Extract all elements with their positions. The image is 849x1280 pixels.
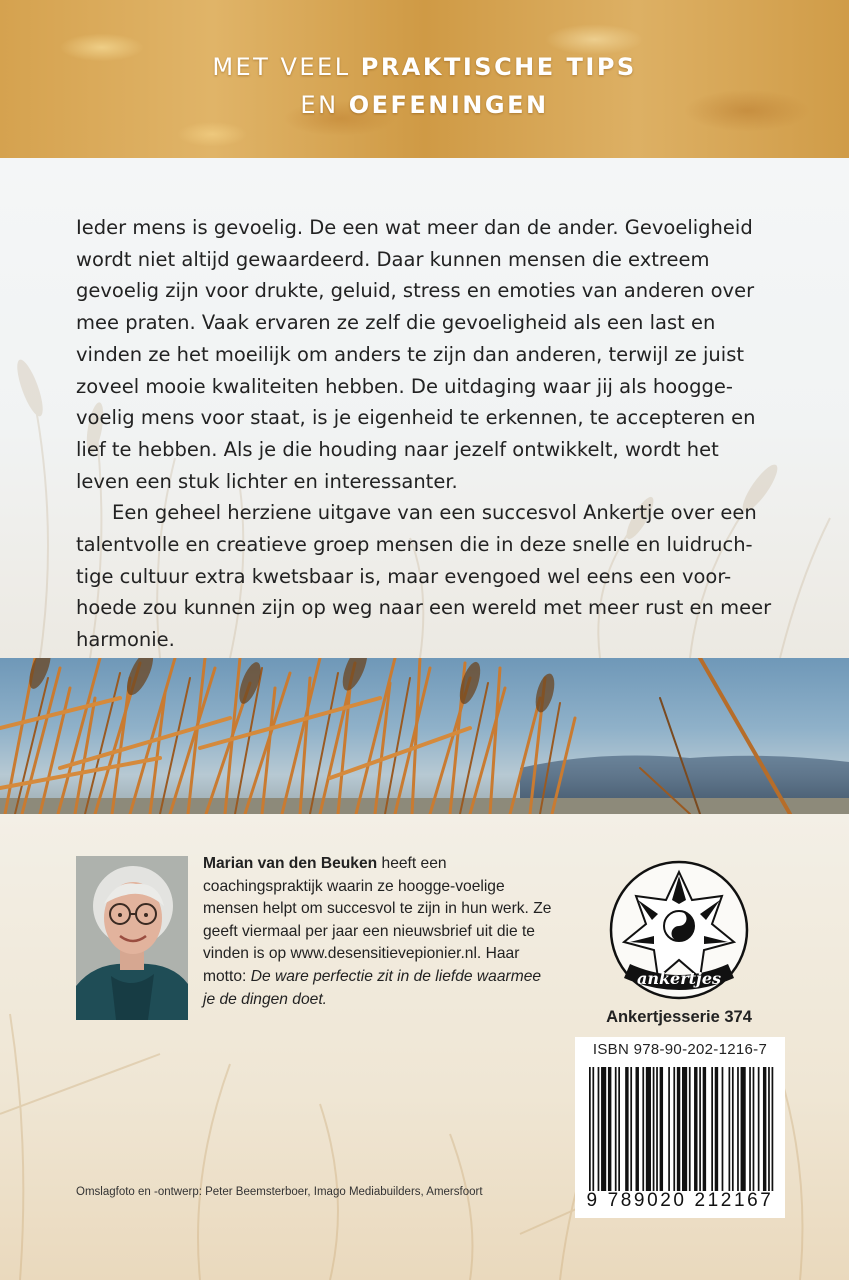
ankertjes-logo-emblem (608, 860, 750, 1000)
barcode-bar (741, 1067, 746, 1191)
barcode-bar (625, 1067, 628, 1191)
barcode-bar (715, 1067, 718, 1191)
headline-line-1 (0, 48, 849, 86)
blurb-text (76, 212, 776, 656)
barcode-bar (694, 1067, 697, 1191)
barcode-bar (668, 1067, 670, 1191)
barcode-bar (601, 1067, 606, 1191)
barcode-bar (753, 1067, 755, 1191)
barcode-bar (660, 1067, 663, 1191)
headline-line1-plain: MET VEEL (212, 53, 351, 81)
blurb-paragraph-1: Ieder mens is gevoelig. De een wat meer dan de ander. Gevoeligheid wordt niet altijd gewaardeerd. Daar kunnen mensen die extreem gevoelig zijn voor drukte, geluid, stress en emoties van anderen over mee praten. Vaak ervaren ze zelf die gevoeligheid als een last en vinden ze het moeilijk om anders te zijn dan anderen, terwijl ze juist zoveel mooie kwaliteiten hebben. De uitdaging waar jij als hoogge-voelig mens voor staat, is je eigenheid te erkennen, te accepteren en lief te hebben. Als je die houding naar jezelf ontwikkelt, wordt het leven een stuk lichter en interessanter. (76, 216, 756, 493)
barcode-icon (589, 1067, 775, 1191)
barcode-digits: 9 789020 212167 (586, 1190, 774, 1211)
barcode-bar (772, 1067, 774, 1191)
barcode-bar (763, 1067, 766, 1191)
barcode-bar (673, 1067, 675, 1191)
headline-line-2 (0, 86, 849, 124)
barcode-bar (732, 1067, 734, 1191)
headline (0, 48, 849, 124)
barcode-block (575, 1037, 785, 1218)
logo-text: ankertjes (636, 969, 722, 988)
barcode-bar (729, 1067, 731, 1191)
barcode-bar (682, 1067, 687, 1191)
ankertjes-logo (608, 860, 750, 1000)
barcode-bar (598, 1067, 600, 1191)
barcode-bar (768, 1067, 770, 1191)
barcode-bar (615, 1067, 617, 1191)
barcode-bar (711, 1067, 713, 1191)
headline-line1-bold: PRAKTISCHE TIPS (360, 53, 637, 81)
barcode-bar (656, 1067, 658, 1191)
barcode-bar (703, 1067, 706, 1191)
cover-credit: Omslagfoto en -ontwerp: Peter Beemsterboer, Imago Mediabuilders, Amersfoort (76, 1186, 483, 1198)
author-motto: De ware perfectie zit in de liefde waarmee je de dingen doet. (203, 967, 542, 1008)
barcode-bar (722, 1067, 724, 1191)
author-motto-label: Haar motto: (203, 945, 520, 985)
barcode-bar (689, 1067, 691, 1191)
barcode-bar (589, 1067, 591, 1191)
author-bio (203, 853, 553, 1011)
headline-line2-bold: OEFENINGEN (348, 91, 549, 119)
barcode-bar (642, 1067, 644, 1191)
barcode-bar (646, 1067, 651, 1191)
blurb-paragraph-2: Een geheel herziene uitgave van een succesvol Ankertje over een talentvolle en creatieve groep mensen die in deze snelle en luidruch-tige cultuur extra kwetsbaar is, maar evengoed wel eens een voor-hoede zou kunnen zijn op weg naar een wereld met meer rust en meer harmonie. (76, 501, 772, 652)
barcode-bar (608, 1067, 611, 1191)
series-number: Ankertjesserie 374 (606, 1008, 752, 1026)
isbn-text: ISBN 978-90-202-1216-7 (592, 1041, 768, 1058)
barcode-bar (699, 1067, 701, 1191)
author-name: Marian van den Beuken (203, 855, 378, 872)
reed-photo (0, 658, 849, 814)
barcode-bar (737, 1067, 739, 1191)
barcode-bar (677, 1067, 680, 1191)
barcode-bar (636, 1067, 639, 1191)
barcode-bar (758, 1067, 760, 1191)
headline-line2-plain: EN (300, 91, 339, 119)
barcode-bar (653, 1067, 655, 1191)
author-portrait (76, 856, 188, 1020)
top-banner (0, 0, 849, 158)
barcode-bar (749, 1067, 751, 1191)
barcode-bar (592, 1067, 594, 1191)
reed-photo-band (0, 658, 849, 814)
author-bio-text: heeft een coachingspraktijk waarin ze hoogge-voelige mensen helpt om succesvol te zijn in hun werk. Ze geeft viermaal per jaar een nieuwsbrief uit die te vinden is op www.desensitievepionier.nl. (203, 855, 552, 963)
barcode-bar (618, 1067, 620, 1191)
author-photo (76, 856, 188, 1020)
barcode-bar (630, 1067, 632, 1191)
